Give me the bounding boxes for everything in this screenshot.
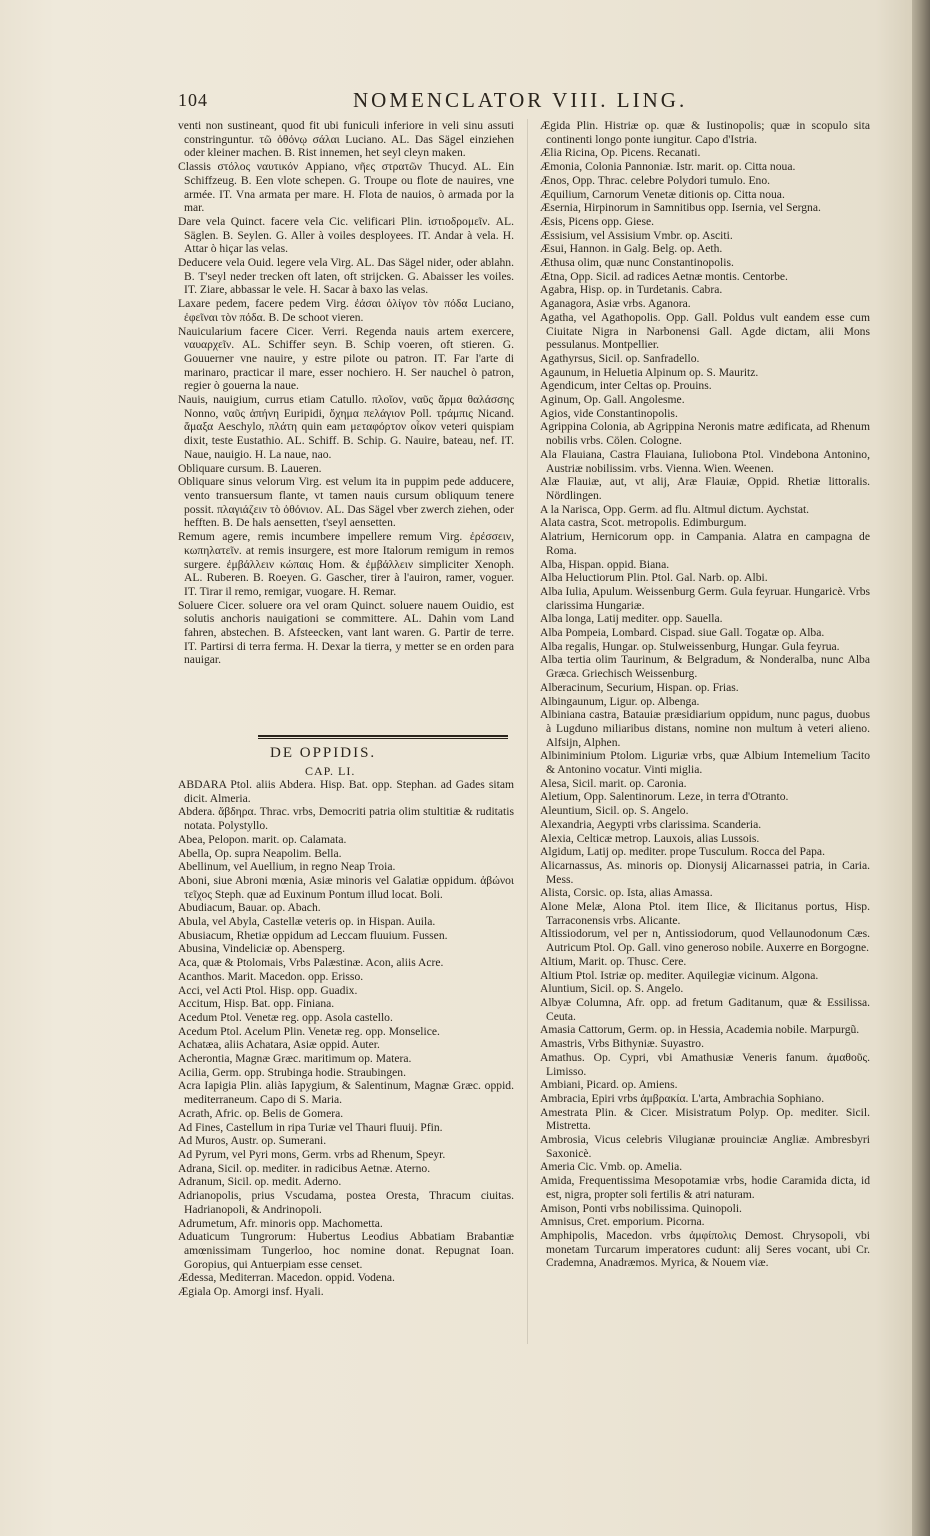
dictionary-entry: Ambiani, Picard. op. Amiens. <box>540 1078 678 1092</box>
dictionary-entry: Acci, vel Acti Ptol. Hisp. opp. Guadix. <box>178 983 358 997</box>
dictionary-entry: Alba tertia olim Taurinum, & Belgradum, & Nonderalba, nunc Alba Græca. Griechisch Weissenburg. <box>540 653 870 681</box>
dictionary-entry: Abea, Pelopon. marit. op. Calamata. <box>178 832 347 846</box>
page-edge <box>912 0 930 1536</box>
dictionary-entry: Æssisium, vel Assisium Vmbr. op. Asciti. <box>540 228 733 242</box>
dictionary-entry: Agrippina Colonia, ab Agrippina Neronis matre ædificata, ad Rhenum nobilis vrbs. Cölen. Cologne. <box>540 420 870 448</box>
dictionary-entry: Albingaunum, Ligur. op. Albenga. <box>540 694 700 708</box>
dictionary-entry: Albyæ Columna, Afr. opp. ad fretum Gaditanum, quæ & Essilissa. Ceuta. <box>540 996 870 1023</box>
dictionary-entry: Amida, Frequentissima Mesopotamiæ vrbs, hodie Caramida dicta, id est, nigra, propter soli fertilis & atri naturam. <box>540 1174 870 1201</box>
page-number: 104 <box>178 90 208 110</box>
dictionary-entry: Adrianopolis, prius Vscudama, postea Oresta, Thracum ciuitas. Hadrianopoli, & Andrinopoli. <box>178 1189 514 1216</box>
dictionary-entry: Ad Muros, Austr. op. Sumerani. <box>178 1134 327 1148</box>
section-rule <box>258 735 508 737</box>
dictionary-entry: Adrana, Sicil. op. mediter. in radicibus Aetnæ. Aterno. <box>178 1161 431 1175</box>
dictionary-entry: Classis στόλος ναυτικόν Appiano, νῆες στρατῶν Thucyd. AL. Ein Schiffzeug. B. Een vlote schepen. G. Troupe ou flote de nauires, vne armée. IT. Vna armata per mare. H. Flota de nauios, ò armada por la mar. <box>178 160 514 215</box>
dictionary-entry: Amestrata Plin. & Cicer. Misistratum Polyp. Op. mediter. Sicil. Mistretta. <box>540 1105 870 1133</box>
chapter-heading: CAP. LI. <box>305 764 356 778</box>
dictionary-entry: Alatrium, Hernicorum opp. in Campania. Alatra en campagna de Roma. <box>540 530 870 557</box>
dictionary-entry: Albiniana castra, Batauiæ præsidiarium oppidum, nunc pagus, duobus à Lugduno miliaribus distans, nomine non multum à veteri alieno. Alfsijn, Alphen. <box>540 708 870 749</box>
dictionary-entry: Aduaticum Tungrorum: Hubertus Leodius Abbatiam Brabantiæ amœnissimam Tungerloo, hoc nomine donat. Repugnat Ioan. Goropius, qui Antuerpiam esse censet. <box>178 1230 514 1271</box>
dictionary-entry: Amphipolis, Macedon. vrbs ἀμφίπολις Demost. Chrysopoli, vbi monetam Turcarum imperatores cudunt: alij Seres vocant, ubi Cr. Crademna, Anadræmos. Myrica, & Nouem viæ. <box>540 1228 870 1270</box>
dictionary-entry: Abula, vel Abyla, Castellæ veteris op. in Hispan. Auila. <box>178 915 436 929</box>
dictionary-entry: Altium Ptol. Istriæ op. mediter. Aquilegiæ vicinum. Algona. <box>540 968 819 982</box>
dictionary-entry: Ænos, Opp. Thrac. celebre Polydori tumulo. Eno. <box>540 173 771 187</box>
dictionary-entry: Ægida Plin. Histriæ op. quæ & Iustinopolis; quæ in scopulo sita continenti longo ponte iungitur. Capo d'Istria. <box>540 119 870 146</box>
dictionary-entry: Alba Heluctiorum Plin. Ptol. Gal. Narb. op. Albi. <box>540 571 768 585</box>
dictionary-entry: Ælia Ricina, Op. Picens. Recanati. <box>540 146 701 160</box>
dictionary-entry: Alba, Hispan. oppid. Biana. <box>540 557 670 571</box>
dictionary-entry: Agendicum, inter Celtas op. Prouins. <box>540 379 712 393</box>
dictionary-entry: Acanthos. Marit. Macedon. opp. Erisso. <box>178 969 364 983</box>
dictionary-entry: Aluntium, Sicil. op. S. Angelo. <box>540 982 684 996</box>
dictionary-entry: Albiniminium Ptolom. Liguriæ vrbs, quæ Albium Intemelium Tacito & Antonino vocatur. Vinti miglia. <box>540 749 870 777</box>
dictionary-entry: Amastris, Vrbs Bithyniæ. Suyastro. <box>540 1037 704 1051</box>
running-title: NOMENCLATOR VIII. LING. <box>353 88 688 112</box>
dictionary-entry: Abdera. ἄβδηρα. Thrac. vrbs, Democriti patria olim stultitiæ & ruditatis notata. Polystyllo. <box>178 805 514 833</box>
dictionary-entry: Aca, quæ & Ptolomais, Vrbs Palæstinæ. Acon, aliis Acre. <box>178 956 444 970</box>
dictionary-entry: Agathyrsus, Sicil. op. Sanfradello. <box>540 351 700 365</box>
dictionary-entry: Acedum Ptol. Venetæ reg. opp. Asola castello. <box>178 1010 393 1024</box>
dictionary-entry: Obliquare cursum. B. Laueren. <box>178 461 322 475</box>
dictionary-entry: Adrumetum, Afr. minoris opp. Machometta. <box>178 1216 383 1230</box>
dictionary-entry: Adranum, Sicil. op. medit. Aderno. <box>178 1175 342 1189</box>
dictionary-entry: Ala Flauiana, Castra Flauiana, Iuliobona Ptol. Vindebona Antonino, Austriæ nobilissim. vrbs. Vienna. Wien. Weenen. <box>540 447 870 475</box>
right-column <box>540 119 870 1359</box>
dictionary-entry: Abudiacum, Bauar. op. Abach. <box>178 901 321 915</box>
dictionary-entry: Aletium, Opp. Salentinorum. Leze, in terra d'Otranto. <box>540 790 789 804</box>
dictionary-entry: Ad Fines, Castellum in ripa Turiæ vel Thauri fluuij. Pfin. <box>178 1120 443 1134</box>
dictionary-entry: Alba longa, Latij mediter. opp. Sauella. <box>540 612 723 626</box>
dictionary-entry: Alberacinum, Securium, Hispan. op. Frias. <box>540 680 739 694</box>
dictionary-entry: Ætna, Opp. Sicil. ad radices Aetnæ montis. Centorbe. <box>540 269 788 283</box>
dictionary-entry: Deducere vela Ouid. legere vela Virg. AL. Das Sägel nider, oder ablahn. B. T'seyl neder trecken oft laten, oft strijcken. G. Abaisser les voiles. IT. Ziare, abbassar le vele. H. Sacar à baxo las velas. <box>178 256 514 297</box>
dictionary-entry: venti non sustineant, quod fit ubi funiculi inferiore in veli sinu assuti constringuntur. τῶ ὀθόνῳ σάλαι Luciano. AL. Das Sägel einziehen oder kleiner machen. B. Rist innemen, het seyl cleyn maken. <box>178 119 514 160</box>
dictionary-entry: Æsis, Picens opp. Giese. <box>540 214 655 228</box>
left-column-oppida <box>178 778 514 1299</box>
dictionary-entry: Acra Iapigia Plin. aliàs Iapygium, & Salentinum, Magnæ Græc. oppid. mediterraneum. Capo di S. Maria. <box>178 1079 514 1107</box>
dictionary-entry: Agaunum, in Heluetia Alpinum op. S. Mauritz. <box>540 365 759 379</box>
dictionary-entry: Acilia, Germ. opp. Strubinga hodie. Straubingen. <box>178 1065 406 1079</box>
dictionary-entry: Abusiacum, Rhetiæ oppidum ad Leccam fluuium. Fussen. <box>178 928 448 942</box>
dictionary-entry: Achatæa, aliis Achatara, Asiæ oppid. Auter. <box>178 1038 380 1052</box>
dictionary-entry: Æthusa olim, quæ nunc Constantinopolis. <box>540 256 734 270</box>
dictionary-entry: Alicarnassus, As. minoris op. Dionysij Alicarnassei patria, in Caria. Mess. <box>540 858 870 886</box>
dictionary-entry: Nauicularium facere Cicer. Verri. Regenda nauis artem exercere, ναυαρχεῖν. AL. Schiffer seyn. B. Schip voeren, oft stieren. G. Gouuerner vne nauire, y estre pilote ou patron. IT. Far l'arte di marinaro, practicar il mare, esser nochiero. H. Ser nauchel ò patron, regier ò gouerna la naue. <box>178 324 514 393</box>
dictionary-entry: Remum agere, remis incumbere impellere remum Virg. ἐρέσσειν, κωπηλατεῖν. at remis insurgere, est more Italorum remigum in remos surgere. ἐμβάλλειν κώπαις Hom. & ἐμβάλλειν simpliciter Xenoph. AL. Ruberen. B. Roeyen. G. Gascher, tirer à l'auiron, ramer, voguer. IT. Tirar il remo, remigar, vuogare. H. Remar. <box>178 530 514 598</box>
dictionary-entry: ABDARA Ptol. aliis Abdera. Hisp. Bat. opp. Stephan. ad Gades sitam dicit. Almeria. <box>178 778 514 805</box>
dictionary-entry: Aginum, Op. Gall. Angolesme. <box>540 393 685 407</box>
dictionary-entry: Amnisus, Cret. emporium. Picorna. <box>540 1215 705 1229</box>
dictionary-entry: Æsernia, Hirpinorum in Samnitibus opp. Isernia, vel Sergna. <box>540 201 821 215</box>
dictionary-entry: Alone Melæ, Alona Ptol. item Ilice, & Ilicitanus portus, Hisp. Tarraconensis vrbs. Alicante. <box>540 900 870 927</box>
dictionary-entry: Alata castra, Scot. metropolis. Edimburgum. <box>540 516 747 530</box>
dictionary-entry: Aganagora, Asiæ vrbs. Aganora. <box>540 297 691 311</box>
dictionary-entry: Accitum, Hisp. Bat. opp. Finiana. <box>178 997 335 1011</box>
dictionary-entry: Ædessa, Mediterran. Macedon. oppid. Vodena. <box>178 1271 395 1285</box>
dictionary-entry: Acedum Ptol. Acelum Plin. Venetæ reg. opp. Monselice. <box>178 1024 440 1038</box>
dictionary-entry: Alesa, Sicil. marit. op. Caronia. <box>540 776 687 790</box>
dictionary-entry: Abellinum, vel Auellium, in regno Neap Troia. <box>178 860 396 874</box>
dictionary-entry: Algidum, Latij op. mediter. prope Tusculum. Rocca del Papa. <box>540 845 825 859</box>
dictionary-entry: Alba Pompeia, Lombard. Cispad. siue Gall. Togatæ op. Alba. <box>540 626 825 640</box>
dictionary-entry: Ambracia, Epiri vrbs ἀμβρακία. L'arta, Ambrachia Sophiano. <box>540 1091 825 1105</box>
dictionary-entry: Agatha, vel Agathopolis. Opp. Gall. Poldus vult eandem esse cum Ciuitate Nigra in Narbonensi Gall. Agde dictam, alii Mons pessulanus. Montpellier. <box>540 310 870 352</box>
dictionary-entry: A la Narisca, Opp. Germ. ad flu. Altmul dictum. Aychstat. <box>540 502 810 516</box>
dictionary-entry: Aboni, siue Abroni mœnia, Asiæ minoris vel Galatiæ oppidum. ἀβώνοι τεῖχος Steph. quæ ad Euxinum Pontum illud locat. Boli. <box>178 873 514 901</box>
dictionary-entry: Amison, Ponti vrbs nobilissima. Quinopoli. <box>540 1201 742 1215</box>
dictionary-entry: Agios, vide Constantinopolis. <box>540 406 678 420</box>
dictionary-entry: Agabra, Hisp. op. in Turdetanis. Cabra. <box>540 283 723 297</box>
dictionary-entry: Altissiodorum, vel per n, Antissiodorum, quod Vellaunodonum Cæs. Autricum Ptol. Op. Gall. vino generoso nobile. Auxerre en Borgogne. <box>540 927 870 955</box>
dictionary-entry: Laxare pedem, facere pedem Virg. ἐάσαι ὀλίγον τὸν πόδα Luciano, ἐφεῖναι τὸν πόδα. B. De schoot vieren. <box>178 297 514 324</box>
dictionary-entry: Altium, Marit. op. Thusc. Cere. <box>540 954 687 968</box>
dictionary-entry: Alæ Flauiæ, aut, vt alij, Aræ Flauiæ, Oppid. Rhetiæ littoralis. Nördlingen. <box>540 475 870 502</box>
dictionary-entry: Amathus. Op. Cypri, vbi Amathusiæ Veneris fanum. ἀμαθοῦς. Limisso. <box>540 1050 870 1078</box>
dictionary-entry: Ægiala Op. Amorgi insf. Hyali. <box>178 1285 324 1299</box>
dictionary-entry: Æsui, Hannon. in Galg. Belg. op. Aeth. <box>540 242 723 256</box>
section-title: DE OPPIDIS. <box>270 745 377 761</box>
dictionary-entry: Æquilium, Carnorum Venetæ ditionis op. Citta noua. <box>540 187 785 201</box>
dictionary-entry: Alexia, Celticæ metrop. Lauxois, alias Lussois. <box>540 831 760 845</box>
dictionary-entry: Abella, Op. supra Neapolim. Bella. <box>178 846 342 860</box>
dictionary-entry: Abusina, Vindeliciæ op. Abensperg. <box>178 942 345 956</box>
dictionary-entry: Alba regalis, Hungar. op. Stulweissenburg, Hungar. Gula feyrua. <box>540 639 840 653</box>
dictionary-entry: Dare vela Quinct. facere vela Cic. velificari Plin. ἱστιοδρομεῖν. AL. Säglen. B. Seylen. G. Aller à voiles desployees. IT. Andar à vela. H. Attar ò hiçar las velas. <box>178 214 514 256</box>
dictionary-entry: Soluere Cicer. soluere ora vel oram Quinct. soluere nauem Ouidio, est solutis anchoris nauigationi se committere. AL. Dahin vom Land fahren, abstechen. B. Afsteecken, vant lant waren. G. Partir de terre. IT. Partirsi di terra ferma. H. Dexar la tierra, y metter se en orden para nauigar. <box>178 598 514 667</box>
page-header <box>178 88 778 118</box>
dictionary-entry: Alexandria, Aegypti vrbs clarissima. Scanderia. <box>540 817 762 831</box>
column-gutter <box>527 119 528 1344</box>
dictionary-entry: Acherontia, Magnæ Græc. maritimum op. Matera. <box>178 1052 412 1066</box>
dictionary-entry: Amasia Cattorum, Germ. op. in Hessia, Academia nobile. Marpurgũ. <box>540 1023 860 1037</box>
dictionary-entry: Alba Iulia, Apulum. Weissenburg Germ. Gula feyruar. Hungaricè. Vrbs clarissima Hungariæ. <box>540 584 870 612</box>
dictionary-entry: Ad Pyrum, vel Pyri mons, Germ. vrbs ad Rhenum, Speyr. <box>178 1147 446 1161</box>
dictionary-entry: Acrath, Afric. op. Belis de Gomera. <box>178 1106 344 1120</box>
dictionary-entry: Æmonia, Colonia Pannoniæ. Istr. marit. op. Citta noua. <box>540 160 796 174</box>
dictionary-entry: Obliquare sinus velorum Virg. est velum ita in puppim pede adducere, vento transuersum flante, vt tamen nauis cursum obliquum tenere possit. πλαγιάζειν τὸ ὀθόνιον. AL. Das Sägel vber zwerch ziehen, oder hefften. B. De hals aensetten, t'seyl aensetten. <box>178 475 514 530</box>
dictionary-entry: Alista, Corsic. op. Ista, alias Amassa. <box>540 886 713 900</box>
dictionary-entry: Ameria Cic. Vmb. op. Amelia. <box>540 1160 683 1174</box>
dictionary-entry: Ambrosia, Vicus celebris Vilugianæ prouinciæ Angliæ. Ambresbyri Saxonicè. <box>540 1133 870 1160</box>
dictionary-entry: Nauis, nauigium, currus etiam Catullo. πλοῖον, ναῦς ἅρμα θαλάσσης Nonno, ναῦς ἀπήνη Euripidi, ὄχημα πελάγιον Poll. τράμπις Nicand. ἅμαξα Aeschylo, πλάτη quin eam μεταφόρτον οἶκον veteri quispiam dixit, teste Eustathio. AL. Schiff. B. Schip. G. Nauire, bateau, nef. IT. Naue, nauigio. H. La naue, nao. <box>178 393 514 461</box>
dictionary-entry: Aleuntium, Sicil. op. S. Angelo. <box>540 804 689 818</box>
